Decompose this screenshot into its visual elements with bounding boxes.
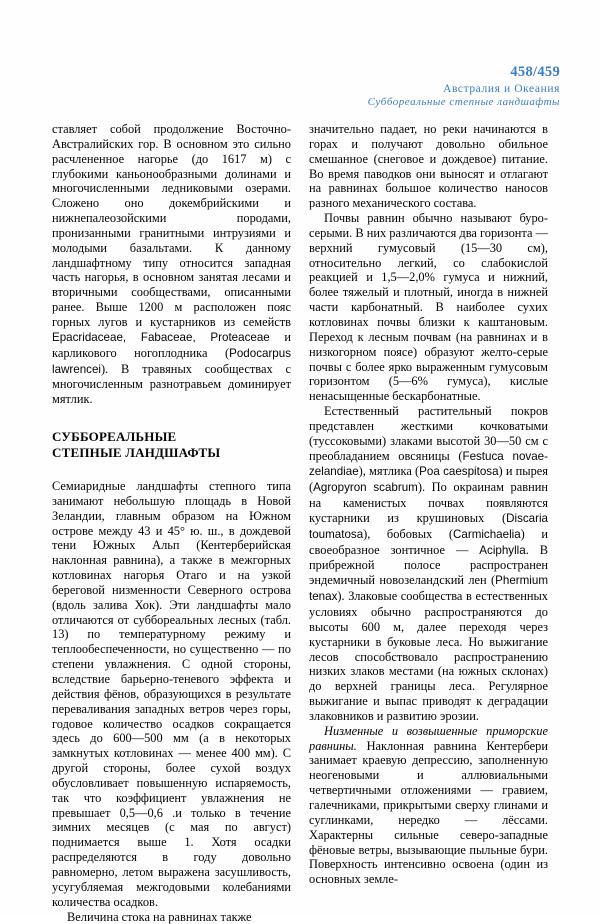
paragraph-right-2 [309,404,548,724]
paragraph-left-1: Семиаридные ландшафты степного типа занимают небольшую площадь в Новой Зеландии, главным образом на Южном острове между 43 и 45° ю. ш., в дождевой тени Южных Альп (Кентерберийская наклонная равнина), а также в межгорных котловинах нагорья Отаго и на узкой береговой низменности Северного острова (вдоль залива Хок). Эти ландшафты мало отличаются от субборeальных лесных (табл. 13) по температурному режиму и теплообеспеченности, но существенно — по степени увлажнения. С одной стороны, вследствие барьерно-теневого эффекта и действия фёнов, образующихся в результате переваливания западных ветров через горы, годовое количество осадков сокращается здесь до 600—500 мм (а в некоторых замкнутых котловинах — менее 400 мм). С другой стороны, более сухой воздух обусловливает повышенную испаряемость, так что коэффициент увлажнения не превышает 0,5—0,6 .и только в течение зимних месяцев (с мая по август) поднимается выше 1. Хотя осадки распределяются в году довольно равномерно, летом выражена засушливость, усугубляемая межгодовыми колебаниями количества осадков. [52,479,291,909]
latin-name-carmichaelia: Carmichaelia [453,528,521,541]
latin-name-discaria: Discaria toumatosa [309,512,548,541]
text-run: ) и своеобразное зонтичное — [309,527,548,557]
text-run: ), бобовых ( [363,527,453,541]
subsection-runin-heading: Низменные и возвышенные приморские равнины. [309,724,548,753]
text-run: ), мятлика ( [359,464,420,478]
latin-name-epacridaceae: Epacridaceae, Fabaceae, Proteaceae [52,331,270,344]
spacer [52,407,291,429]
section-heading [52,429,291,460]
latin-name-podocarpus: Podocarpus lawrencei [52,347,291,376]
paragraph-continued-left [52,122,291,407]
text-run: Наклонная равнина Кентербери занимает краевую депрессию, заполненную неогеновыми и аллювиальными четвертичными отложениями — гравием, галечниками, прикрытыми сверху глинами и суглинками, нередко — лёссами. Характерны сильные северо-западные фёновые ветры, вызывающие пыльные бури. Поверхность интенсивно освоена (один из основных земле- [309,739,548,887]
text-run: ) и пырея ( [309,464,548,494]
text-columns [52,122,548,887]
latin-name-festuca: Festuca novae-zelandiae [309,450,548,479]
text-run: ставляет собой продолжение Восточно-Австралийских гор. В основном это сильно расчлененное нагорье (до 1617 м) с глубокими каньонообразными долинами и многочисленными ледниковыми озерами. Сложено оно докембрийскими и нижнепалеозойскими породами, пронизанными гранитными интрузиями и молодыми базальтами. К данному ландшафтному типу относится западная часть нагорья, в основном занятая лесами и вторичными сообществами, описанными ранее. Выше 1200 м расположен пояс горных лугов и кустарников из семейств [52,122,291,329]
paragraph-left-2: Величина стока на равнинах также [52,910,291,924]
right-column [309,122,548,887]
paragraph-right-3 [309,724,548,887]
spacer [52,460,291,479]
paragraph-continued-right: значительно падает, но реки начинаются в горах и получают довольно обильное смешанное (снеговое и дождевое) питание. Во время паводков они выносят и отлагают на равнинах большое количество наносов разного механического состава. [309,122,548,211]
latin-name-agropyron: Agropyron scabrum [313,481,418,494]
text-run: ). В травяных сообществах с многочисленным разнотравьем доминирует мятлик. [52,362,291,407]
running-head [368,64,560,109]
section-heading-line-1: СУББОРЕАЛЬНЫЕ [52,429,176,444]
text-run: ). Злаковые сообщества в естественных условиях обычно распространяются до высоты 600 м, далее переходя через кустарники в буковые леса. Но выжигание лесов способствовало распространению низких злаков местами (на южных склонах) до верхней границы леса. Регулярное выжигание и выпас приводят к деградации злаковников и развитию эрозии. [309,589,548,723]
paragraph-right-1: Почвы равнин обычно называют буро-серыми. В них различаются два горизонта — верхний гумусовый (15—30 см), относительно легкий, со слабокислой реакцией и 1,5—2,0% гумуса и нижний, более тяжелый и плотный, иногда в нижней части карбонатный. В наиболее сухих котловинах почвы близки к каштановым. Переход к лесным почвам (на равнинах и в низкогорном поясе) образуют желто-серые почвы с более ярко выраженным гумусовым горизонтом (5—6% гумуса), кислые ненасыщенные бескарбонатные. [309,211,548,404]
latin-name-poa: Poa caespitosa [419,465,498,478]
page-folio: 458/459 [368,64,560,82]
left-column [52,122,291,887]
running-head-section: Субборeальные степные ландшафты [368,96,560,109]
text-run: ). По окраинам равнин на каменистых почвах появляются кустарники из крушиновых ( [309,480,548,525]
running-head-region: Австралия и Океания [368,82,560,96]
section-heading-line-2: СТЕПНЫЕ ЛАНДШАФТЫ [52,445,220,460]
text-run: . В прибрежной полосе распространен эндемичный новозеландский лен ( [309,543,548,588]
latin-name-aciphylla: Aciphylla [479,544,525,557]
text-run: и карликового ногоплодника ( [52,330,291,360]
text-run: Естественный растительный покров представлен жесткими кочковатыми (туссоковыми) злаками высотой 30—50 см с преобладанием овсяницы ( [309,404,548,463]
latin-name-phermium: Phermium tenax [309,574,548,603]
